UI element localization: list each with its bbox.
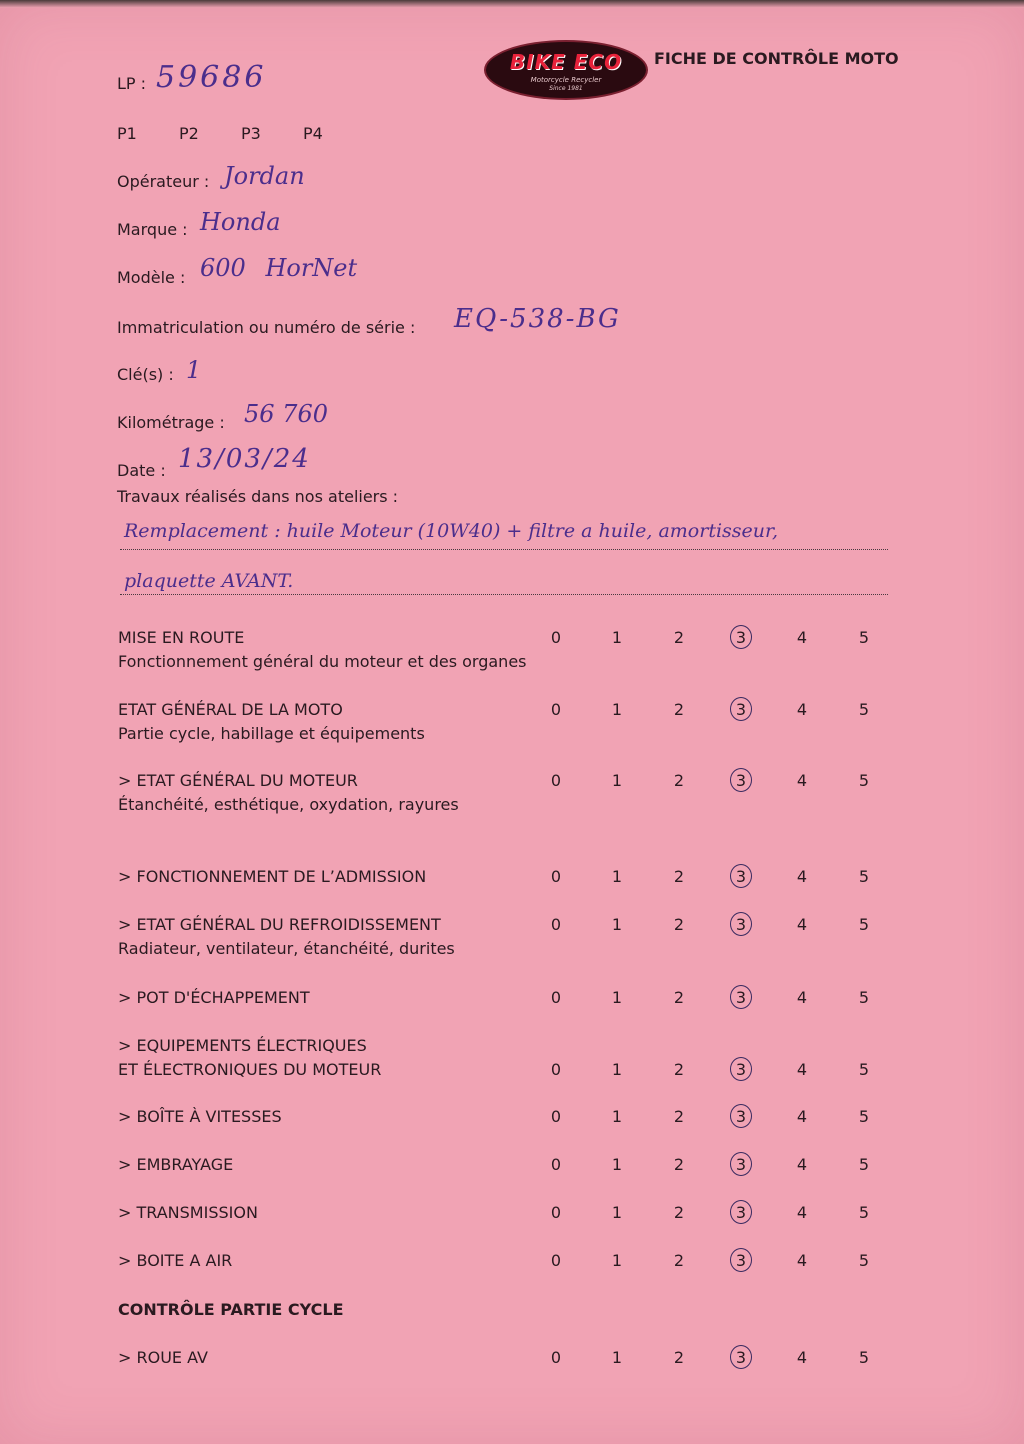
lp-value: 59686 [156,60,267,95]
rating-option[interactable]: 2 [673,915,685,934]
operator-label: Opérateur : [117,172,210,191]
rating-option[interactable]: 4 [796,1107,808,1126]
rating-option[interactable]: 2 [673,1155,685,1174]
selected-rating-circle [730,768,752,792]
selected-rating-circle [730,985,752,1009]
p4-label: P4 [303,124,323,143]
rating-option[interactable]: 5 [858,988,870,1007]
registration-value: EQ-538-BG [454,304,621,334]
selected-rating-circle [730,697,752,721]
rating-option[interactable]: 4 [796,700,808,719]
rating-option[interactable]: 2 [673,867,685,886]
check-subtitle: Fonctionnement général du moteur et des organes [118,652,527,671]
rating-option[interactable]: 3 [735,1203,747,1222]
rating-option[interactable]: 4 [796,771,808,790]
rating-option[interactable]: 3 [735,1251,747,1270]
check-title: > EQUIPEMENTS ÉLECTRIQUES [118,1036,367,1055]
date-label: Date : [117,461,166,480]
check-subtitle: Partie cycle, habillage et équipements [118,724,425,743]
mileage-value: 56 760 [244,400,328,428]
works-text-1: Remplacement : huile Moteur (10W40) + filtre a huile, amortisseur, [124,520,779,542]
selected-rating-circle [730,1152,752,1176]
rating-option[interactable]: 0 [550,988,562,1007]
rating-option[interactable]: 0 [550,700,562,719]
rating-option[interactable]: 0 [550,628,562,647]
rating-option[interactable]: 2 [673,1060,685,1079]
rating-option[interactable]: 0 [550,1251,562,1270]
rating-option[interactable]: 5 [858,1060,870,1079]
selected-rating-circle [730,1248,752,1272]
mileage-label: Kilométrage : [117,413,225,432]
rating-option[interactable]: 2 [673,988,685,1007]
logo-sub: Motorcycle Recycler [530,76,602,84]
rating-option[interactable]: 4 [796,1348,808,1367]
selected-rating-circle [730,625,752,649]
model-label: Modèle : [117,268,186,287]
rating-option[interactable]: 3 [735,988,747,1007]
selected-rating-circle [730,912,752,936]
rating-option[interactable]: 1 [611,1107,623,1126]
rating-option[interactable]: 1 [611,915,623,934]
rating-option[interactable]: 3 [735,628,747,647]
check-title: ETAT GÉNÉRAL DE LA MOTO [118,700,343,719]
rating-option[interactable]: 2 [673,1203,685,1222]
check-title: > EMBRAYAGE [118,1155,234,1174]
selected-rating-circle [730,1345,752,1369]
keys-label: Clé(s) : [117,365,174,384]
rating-option[interactable]: 0 [550,1060,562,1079]
rating-option[interactable]: 3 [735,1107,747,1126]
rating-option[interactable]: 0 [550,1155,562,1174]
rating-option[interactable]: 2 [673,700,685,719]
rating-option[interactable]: 4 [796,867,808,886]
works-line-2 [120,594,888,595]
rating-option[interactable]: 2 [673,628,685,647]
rating-option[interactable]: 0 [550,1107,562,1126]
check-title: > ETAT GÉNÉRAL DU MOTEUR [118,771,358,790]
check-title: > ROUE AV [118,1348,208,1367]
rating-option[interactable]: 3 [735,1155,747,1174]
p1-label: P1 [117,124,137,143]
rating-option[interactable]: 5 [858,700,870,719]
rating-option[interactable]: 4 [796,988,808,1007]
logo-name: BIKE ECO [509,50,623,74]
rating-option[interactable]: 1 [611,1251,623,1270]
check-title: > ETAT GÉNÉRAL DU REFROIDISSEMENT [118,915,441,934]
rating-option[interactable]: 1 [611,867,623,886]
rating-option[interactable]: 2 [673,1107,685,1126]
check-title: MISE EN ROUTE [118,628,245,647]
brand-value: Honda [200,208,281,236]
check-title: > POT D'ÉCHAPPEMENT [118,988,310,1007]
rating-option[interactable]: 1 [611,1060,623,1079]
rating-option[interactable]: 4 [796,1060,808,1079]
control-sheet [0,4,1024,1444]
works-line-1 [120,549,888,550]
brand-label: Marque : [117,220,188,239]
check-title: > FONCTIONNEMENT DE L’ADMISSION [118,867,427,886]
check-title: > TRANSMISSION [118,1203,258,1222]
rating-option[interactable]: 0 [550,1348,562,1367]
rating-option[interactable]: 2 [673,771,685,790]
date-value: 13/03/24 [178,444,311,474]
bike-eco-logo [486,42,646,98]
rating-option[interactable]: 1 [611,628,623,647]
rating-option[interactable]: 0 [550,915,562,934]
check-title: > BOITE A AIR [118,1251,233,1270]
rating-option[interactable]: 1 [611,1155,623,1174]
section-cycle-title: CONTRÔLE PARTIE CYCLE [118,1300,344,1319]
works-text-2: plaquette AVANT. [124,570,294,592]
rating-option[interactable]: 2 [673,1348,685,1367]
check-subtitle: Étanchéité, esthétique, oxydation, rayures [118,795,459,814]
sheet-title: FICHE DE CONTRÔLE MOTO [654,49,899,68]
rating-option[interactable]: 3 [735,915,747,934]
rating-option[interactable]: 1 [611,1203,623,1222]
rating-option[interactable]: 4 [796,915,808,934]
rating-option[interactable]: 5 [858,628,870,647]
p3-label: P3 [241,124,261,143]
rating-option[interactable]: 2 [673,1251,685,1270]
rating-option[interactable]: 1 [611,988,623,1007]
logo-since: Since 1981 [549,85,583,92]
keys-value: 1 [186,356,202,384]
rating-option[interactable]: 3 [735,700,747,719]
lp-label: LP : [117,74,147,93]
rating-option[interactable]: 5 [858,867,870,886]
rating-option[interactable]: 4 [796,1251,808,1270]
rating-option[interactable]: 0 [550,867,562,886]
rating-option[interactable]: 3 [735,1348,747,1367]
model-value: 600 HorNet [200,254,358,282]
check-title: > BOÎTE À VITESSES [118,1107,282,1126]
rating-option[interactable]: 0 [550,1203,562,1222]
selected-rating-circle [730,1104,752,1128]
selected-rating-circle [730,864,752,888]
rating-option[interactable]: 1 [611,771,623,790]
works-label: Travaux réalisés dans nos ateliers : [117,487,399,506]
rating-option[interactable]: 4 [796,1203,808,1222]
p2-label: P2 [179,124,199,143]
check-subtitle: Radiateur, ventilateur, étanchéité, durites [118,939,455,958]
rating-option[interactable]: 5 [858,1203,870,1222]
rating-option[interactable]: 3 [735,1060,747,1079]
rating-option[interactable]: 5 [858,1107,870,1126]
check-subtitle: ET ÉLECTRONIQUES DU MOTEUR [118,1060,382,1079]
rating-option[interactable]: 5 [858,771,870,790]
selected-rating-circle [730,1057,752,1081]
rating-option[interactable]: 0 [550,771,562,790]
rating-option[interactable]: 4 [796,1155,808,1174]
rating-option[interactable]: 1 [611,700,623,719]
rating-option[interactable]: 1 [611,1348,623,1367]
operator-value: Jordan [224,162,305,190]
rating-option[interactable]: 5 [858,1251,870,1270]
rating-option[interactable]: 5 [858,1348,870,1367]
rating-option[interactable]: 5 [858,915,870,934]
rating-option[interactable]: 3 [735,771,747,790]
rating-option[interactable]: 4 [796,628,808,647]
rating-option[interactable]: 5 [858,1155,870,1174]
registration-label: Immatriculation ou numéro de série : [117,318,416,337]
rating-option[interactable]: 3 [735,867,747,886]
selected-rating-circle [730,1200,752,1224]
